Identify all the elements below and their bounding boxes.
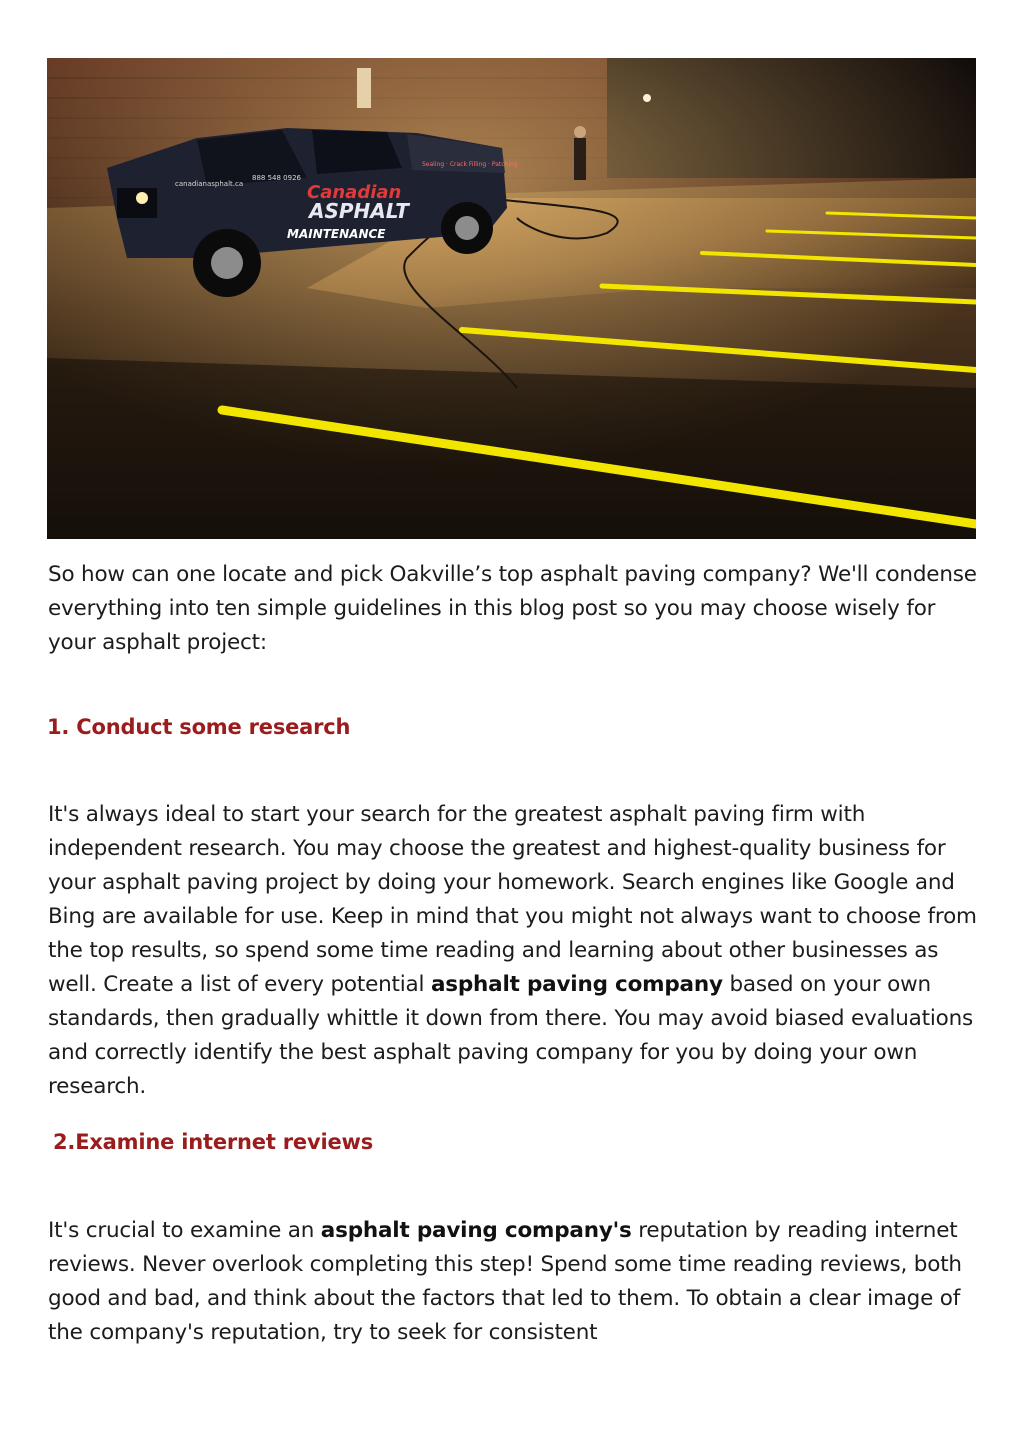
section1-paragraph — [48, 798, 978, 1104]
section1-text-after: based on your own standards, then gradually whittle it down from there. You may avoid biased evaluations and correctly identify the best asphalt paving company for you by doing your own research. — [48, 972, 974, 1099]
section1-heading: 1. Conduct some research — [47, 715, 351, 739]
intro-paragraph: So how can one locate and pick Oakville’s top asphalt paving company? We'll condense everything into ten simple guidelines in this blog post so you may choose wisely for your asphalt project: — [48, 562, 977, 655]
truck-brand-line1: Canadian — [307, 182, 402, 203]
truck-website: canadianasphalt.ca — [175, 180, 244, 188]
section2-bold-keyword: asphalt paving company's — [320, 1218, 632, 1243]
section2-heading: 2.Examine internet reviews — [53, 1130, 373, 1154]
section2-text-before: It's crucial to examine an — [48, 1218, 315, 1243]
truck-brand-line2: ASPHALT — [309, 199, 409, 223]
section1-bold-keyword: asphalt paving company — [430, 972, 723, 997]
section1-text-before: It's always ideal to start your search for the greatest asphalt paving firm with independent research. You may choose the greatest and highest-quality business for your asphalt paving project by doing your homework. Search engines like Google and Bing are available for use. Keep in mind that you might not always want to choose from the top results, so spend some time reading and learning about other businesses as well. Create a list of every potential — [48, 802, 977, 997]
truck-parking-lot-photo — [47, 58, 976, 539]
truck-side-text: Sealing · Crack Filling · Patching — [422, 161, 518, 168]
section2-text-after: reputation by reading internet reviews. Never overlook completing this step! Spend some time reading reviews, both good and bad, and think about the factors that led to them. To obtain a clear image of the company's reputation, try to seek for consistent — [48, 1218, 962, 1345]
truck-phone: 888 548 0926 — [252, 174, 301, 182]
truck-brand-line3: MAINTENANCE — [287, 227, 386, 241]
hero-photo — [47, 58, 976, 539]
section2-paragraph — [48, 1214, 978, 1350]
